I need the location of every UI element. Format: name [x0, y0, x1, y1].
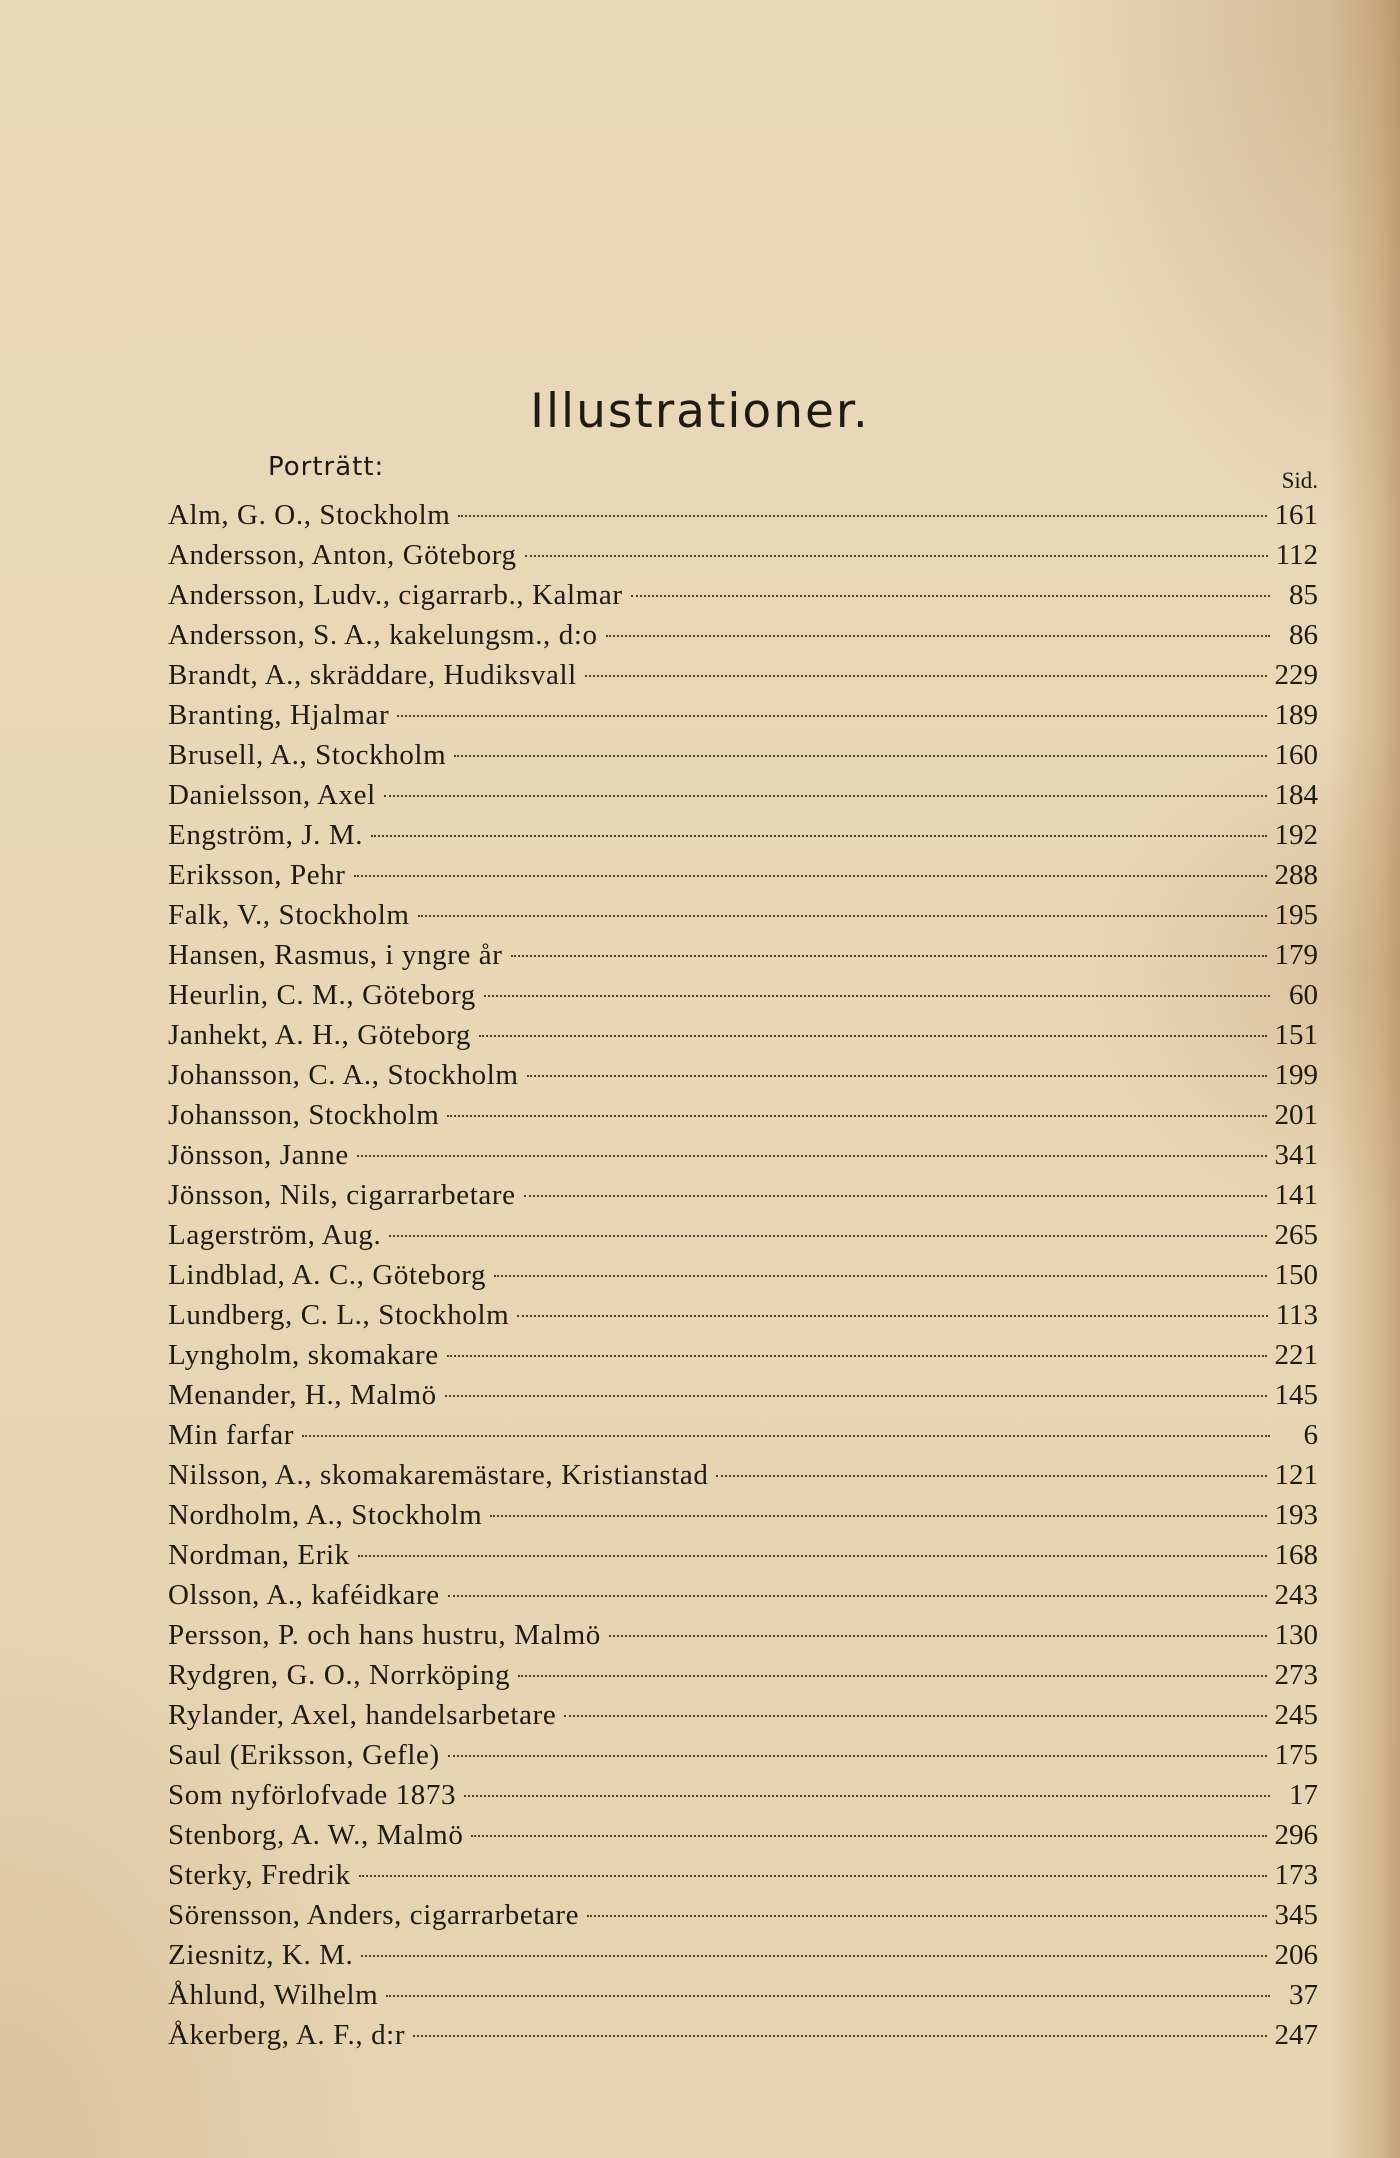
index-entry	[168, 1655, 1318, 1695]
entry-page-number: 288	[1274, 859, 1318, 891]
entry-page-number: 6	[1303, 1419, 1318, 1451]
index-entry	[168, 495, 1318, 535]
entry-name: Eriksson, Pehr	[168, 859, 346, 891]
entry-page-number: 296	[1274, 1819, 1318, 1851]
entry-page-number: 86	[1289, 619, 1318, 651]
dot-leader	[389, 1235, 1266, 1237]
dot-leader	[471, 1835, 1266, 1837]
page-title: Illustrationer.	[530, 384, 870, 439]
index-entry	[168, 695, 1318, 735]
index-entry	[168, 895, 1318, 935]
entry-name: Åkerberg, A. F., d:r	[168, 2019, 406, 2051]
page-edge-stain	[1330, 0, 1400, 2158]
entry-name: Engström, J. M.	[168, 819, 364, 851]
index-entry	[168, 1815, 1318, 1855]
index-entry	[168, 1535, 1318, 1575]
entry-page-number: 195	[1274, 899, 1318, 931]
entry-page-number: 206	[1274, 1939, 1318, 1971]
dot-leader	[511, 955, 1267, 957]
dot-leader	[518, 1675, 1266, 1677]
index-entry	[168, 1575, 1318, 1615]
dot-leader	[464, 1795, 1270, 1797]
entry-name: Åhlund, Wilhelm	[168, 1979, 379, 2011]
index-entry	[168, 935, 1318, 975]
index-entry	[168, 1775, 1318, 1815]
entry-name: Lagerström, Aug.	[168, 1219, 382, 1251]
entry-name: Andersson, Anton, Göteborg	[168, 539, 517, 571]
entry-name: Danielsson, Axel	[168, 779, 376, 811]
entry-name: Branting, Hjalmar	[168, 699, 390, 731]
dot-leader	[631, 595, 1270, 597]
entry-page-number: 199	[1274, 1059, 1318, 1091]
dot-leader	[447, 1115, 1266, 1117]
dot-leader	[448, 1755, 1267, 1757]
entry-name: Lyngholm, skomakare	[168, 1339, 439, 1371]
index-entry	[168, 1895, 1318, 1935]
entry-page-number: 184	[1274, 779, 1318, 811]
entry-page-number: 247	[1274, 2019, 1318, 2051]
dot-leader	[479, 1035, 1266, 1037]
entry-page-number: 201	[1274, 1099, 1318, 1131]
entry-name: Saul (Eriksson, Gefle)	[168, 1739, 440, 1771]
index-entry	[168, 815, 1318, 855]
index-entry	[168, 1935, 1318, 1975]
dot-leader	[517, 1315, 1267, 1317]
index-entry	[168, 2015, 1318, 2055]
entry-page-number: 341	[1274, 1139, 1318, 1171]
entry-page-number: 243	[1274, 1579, 1318, 1611]
entry-page-number: 229	[1274, 659, 1318, 691]
dot-leader	[525, 555, 1268, 557]
entry-page-number: 168	[1274, 1539, 1318, 1571]
index-entry	[168, 1735, 1318, 1775]
entry-name: Nilsson, A., skomakaremästare, Kristianstad	[168, 1459, 709, 1491]
entry-page-number: 113	[1275, 1299, 1318, 1331]
entry-name: Alm, G. O., Stockholm	[168, 499, 451, 531]
dot-leader	[413, 2035, 1266, 2037]
index-entry	[168, 775, 1318, 815]
index-entry	[168, 1215, 1318, 1255]
entry-page-number: 150	[1274, 1259, 1318, 1291]
section-label-portraits: Porträtt:	[268, 452, 385, 482]
entry-page-number: 60	[1289, 979, 1318, 1011]
dot-leader	[386, 1995, 1270, 1997]
dot-leader	[609, 1635, 1267, 1637]
dot-leader	[716, 1475, 1266, 1477]
entry-name: Nordman, Erik	[168, 1539, 350, 1571]
entry-page-number: 145	[1274, 1379, 1318, 1411]
entry-name: Persson, P. och hans hustru, Malmö	[168, 1619, 601, 1651]
entry-page-number: 245	[1274, 1699, 1318, 1731]
dot-leader	[358, 1555, 1267, 1557]
entry-name: Johansson, C. A., Stockholm	[168, 1059, 519, 1091]
dot-leader	[524, 1195, 1267, 1197]
index-entry	[168, 1615, 1318, 1655]
index-entry	[168, 735, 1318, 775]
index-entry	[168, 1495, 1318, 1535]
dot-leader	[361, 1955, 1266, 1957]
dot-leader	[564, 1715, 1266, 1717]
dot-leader	[302, 1435, 1270, 1437]
entry-name: Rylander, Axel, handelsarbetare	[168, 1699, 557, 1731]
entry-name: Sterky, Fredrik	[168, 1859, 351, 1891]
page-column-label: Sid.	[1281, 468, 1318, 493]
entry-page-number: 192	[1274, 819, 1318, 851]
dot-leader	[484, 995, 1270, 997]
entry-page-number: 112	[1275, 539, 1318, 571]
dot-leader	[587, 1915, 1266, 1917]
dot-leader	[397, 715, 1266, 717]
dot-leader	[585, 675, 1267, 677]
entry-name: Rydgren, G. O., Norrköping	[168, 1659, 511, 1691]
entry-name: Jönsson, Janne	[168, 1139, 349, 1171]
dot-leader	[458, 515, 1266, 517]
entry-name: Falk, V., Stockholm	[168, 899, 410, 931]
entry-page-number: 17	[1289, 1779, 1318, 1811]
entry-name: Olsson, A., kaféidkare	[168, 1579, 440, 1611]
index-entry	[168, 1175, 1318, 1215]
dot-leader	[384, 795, 1267, 797]
entry-name: Lundberg, C. L., Stockholm	[168, 1299, 510, 1331]
entry-name: Jönsson, Nils, cigarrarbetare	[168, 1179, 516, 1211]
dot-leader	[490, 1515, 1266, 1517]
entry-page-number: 189	[1274, 699, 1318, 731]
entry-page-number: 193	[1274, 1499, 1318, 1531]
index-entry	[168, 975, 1318, 1015]
index-entry	[168, 535, 1318, 575]
entry-page-number: 179	[1274, 939, 1318, 971]
dot-leader	[448, 1595, 1267, 1597]
index-entry	[168, 1415, 1318, 1455]
index-entry	[168, 1855, 1318, 1895]
index-entry	[168, 1015, 1318, 1055]
index-entry	[168, 1095, 1318, 1135]
entry-page-number: 265	[1274, 1219, 1318, 1251]
dot-leader	[527, 1075, 1267, 1077]
entry-page-number: 121	[1274, 1459, 1318, 1491]
entry-name: Hansen, Rasmus, i yngre år	[168, 939, 503, 971]
index-entry	[168, 575, 1318, 615]
dot-leader	[371, 835, 1266, 837]
index-entry	[168, 1295, 1318, 1335]
entry-name: Min farfar	[168, 1419, 294, 1451]
entry-name: Ziesnitz, K. M.	[168, 1939, 354, 1971]
index-entry	[168, 1135, 1318, 1175]
index-entry	[168, 855, 1318, 895]
entry-page-number: 175	[1274, 1739, 1318, 1771]
entry-page-number: 37	[1289, 1979, 1318, 2011]
dot-leader	[454, 755, 1266, 757]
dot-leader	[354, 875, 1267, 877]
dot-leader	[357, 1155, 1267, 1157]
index-entry	[168, 1335, 1318, 1375]
entry-name: Lindblad, A. C., Göteborg	[168, 1259, 487, 1291]
index-entry	[168, 615, 1318, 655]
entry-name: Sörensson, Anders, cigarrarbetare	[168, 1899, 580, 1931]
entry-name: Brandt, A., skräddare, Hudiksvall	[168, 659, 577, 691]
entry-name: Nordholm, A., Stockholm	[168, 1499, 483, 1531]
index-entry	[168, 1375, 1318, 1415]
index-entry	[168, 1695, 1318, 1735]
dot-leader	[447, 1355, 1267, 1357]
entry-name: Janhekt, A. H., Göteborg	[168, 1019, 472, 1051]
dot-leader	[445, 1395, 1267, 1397]
entry-page-number: 141	[1274, 1179, 1318, 1211]
entry-page-number: 151	[1274, 1019, 1318, 1051]
index-entry	[168, 1455, 1318, 1495]
entry-page-number: 173	[1274, 1859, 1318, 1891]
entry-name: Andersson, S. A., kakelungsm., d:o	[168, 619, 598, 651]
entry-page-number: 160	[1274, 739, 1318, 771]
entry-name: Som nyförlofvade 1873	[168, 1779, 457, 1811]
entry-name: Stenborg, A. W., Malmö	[168, 1819, 464, 1851]
entry-name: Andersson, Ludv., cigarrarb., Kalmar	[168, 579, 623, 611]
entry-page-number: 273	[1274, 1659, 1318, 1691]
dot-leader	[606, 635, 1270, 637]
illustration-index-list	[168, 495, 1318, 2055]
dot-leader	[359, 1875, 1267, 1877]
entry-name: Johansson, Stockholm	[168, 1099, 440, 1131]
entry-page-number: 161	[1274, 499, 1318, 531]
dot-leader	[418, 915, 1267, 917]
entry-name: Menander, H., Malmö	[168, 1379, 437, 1411]
dot-leader	[494, 1275, 1266, 1277]
entry-page-number: 221	[1274, 1339, 1318, 1371]
entry-name: Heurlin, C. M., Göteborg	[168, 979, 476, 1011]
entry-page-number: 130	[1274, 1619, 1318, 1651]
index-entry	[168, 655, 1318, 695]
entry-page-number: 345	[1274, 1899, 1318, 1931]
entry-page-number: 85	[1289, 579, 1318, 611]
index-entry	[168, 1255, 1318, 1295]
index-entry	[168, 1975, 1318, 2015]
entry-name: Brusell, A., Stockholm	[168, 739, 447, 771]
index-entry	[168, 1055, 1318, 1095]
